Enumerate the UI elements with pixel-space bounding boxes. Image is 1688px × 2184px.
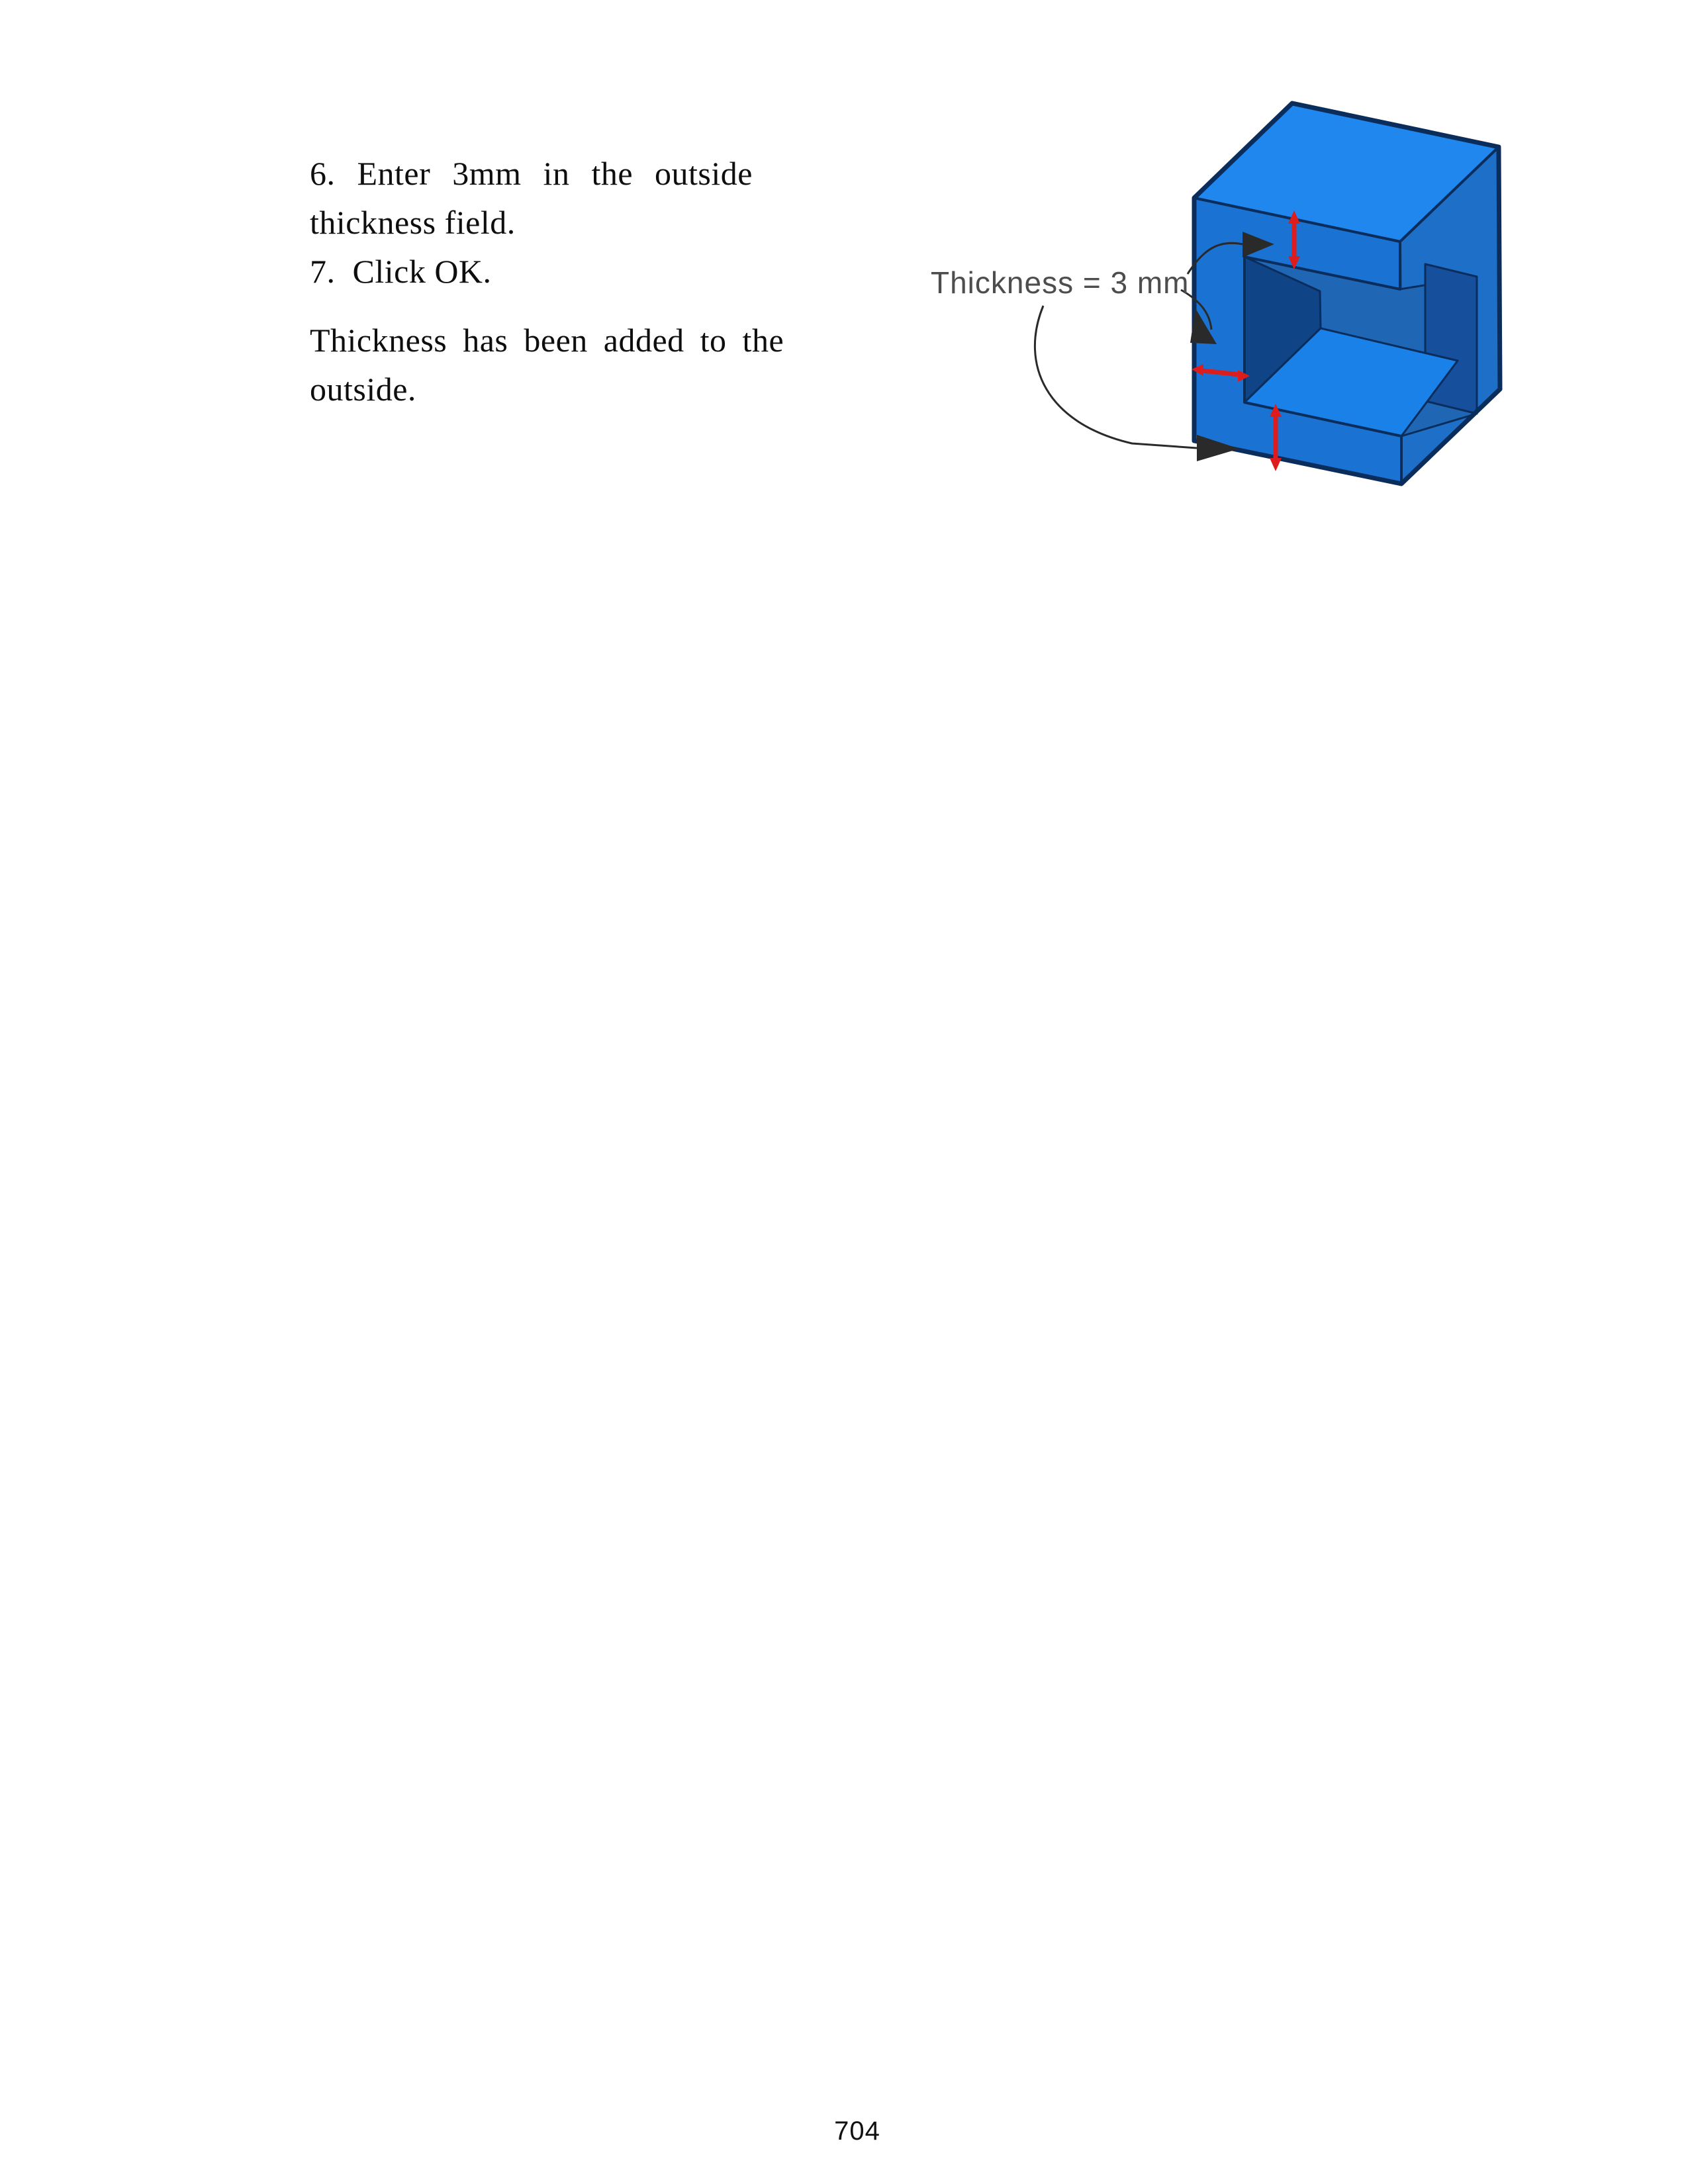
instruction-step7: 7. Click OK. [310, 253, 492, 290]
result-text-line2: outside. [310, 371, 416, 408]
dimension-arrow-bottom-head-down [1270, 458, 1282, 471]
result-text-line1: Thickness has been added to the [310, 322, 784, 359]
instruction-step6-line1: 6. Enter 3mm in the outside [310, 155, 753, 192]
page-number: 704 [834, 2116, 880, 2146]
instruction-step6-line2: thickness field. [310, 204, 516, 241]
leader-line-bottom [1035, 306, 1197, 448]
thickness-figure [914, 53, 1575, 516]
thickness-label: Thickness = 3 mm [931, 265, 1190, 300]
